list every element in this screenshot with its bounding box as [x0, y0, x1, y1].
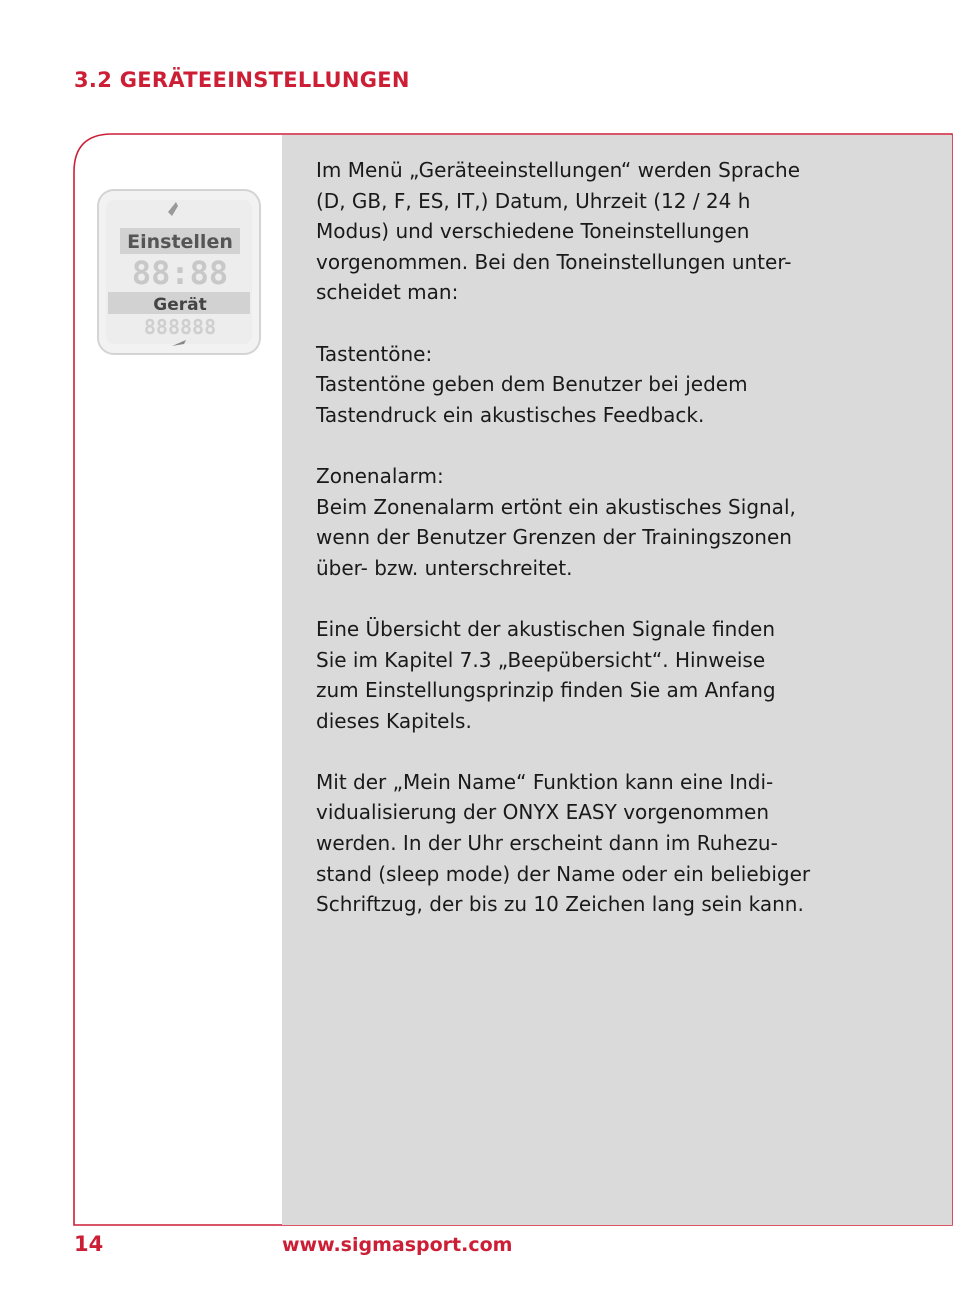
footer-url-link[interactable]: www.sigmasport.com [282, 1234, 513, 1256]
zone-alarm-line: über- bzw. unterschreitet. [316, 555, 573, 580]
watch-display-illustration [96, 188, 262, 356]
section-title: 3.2 GERÄTEEINSTELLUNGEN [74, 68, 410, 92]
intro-line: scheidet man: [316, 280, 459, 305]
overview-line: zum Einstellungsprinzip finden Sie am Anfang [316, 678, 776, 703]
my-name-line: stand (sleep mode) der Name oder ein beliebiger [316, 861, 811, 886]
zone-alarm-heading: Zonenalarm: [316, 463, 444, 488]
intro-paragraph [316, 155, 856, 308]
my-name-line: Schriftzug, der bis zu 10 Zeichen lang sein kann. [316, 892, 804, 917]
zone-alarm-paragraph [316, 461, 856, 583]
watch-top-label: Einstellen [127, 231, 233, 253]
overview-line: dieses Kapitels. [316, 708, 472, 733]
my-name-line: Mit der „Mein Name“ Funktion kann eine Indi- [316, 769, 774, 794]
body-text [316, 155, 856, 950]
overview-line: Eine Übersicht der akustischen Signale finden [316, 616, 776, 641]
page-number: 14 [74, 1232, 104, 1256]
key-tones-line: Tastentöne geben dem Benutzer bei jedem [316, 372, 748, 397]
intro-line: Im Menü „Geräteeinstellungen“ werden Sprache [316, 158, 801, 182]
zone-alarm-line: Beim Zonenalarm ertönt ein akustisches Signal, [316, 494, 796, 519]
intro-line: vorgenommen. Bei den Toneinstellungen unter- [316, 249, 792, 274]
overview-paragraph [316, 614, 856, 736]
intro-line: Modus) und verschiedene Toneinstellungen [316, 219, 750, 244]
my-name-line: werden. In der Uhr erscheint dann im Ruhezu- [316, 831, 778, 856]
my-name-paragraph [316, 767, 856, 920]
watch-digits: 88:88 [131, 254, 229, 292]
overview-line: Sie im Kapitel 7.3 „Beepübersicht“. Hinweise [316, 647, 766, 672]
watch-small-digits: 888888 [143, 315, 217, 339]
zone-alarm-line: wenn der Benutzer Grenzen der Trainingszonen [316, 525, 792, 550]
my-name-line: vidualisierung der ONYX EASY vorgenommen [316, 800, 769, 825]
key-tones-paragraph [316, 339, 856, 431]
intro-line: (D, GB, F, ES, IT,) Datum, Uhrzeit (12 / 24 h [316, 188, 751, 213]
watch-bottom-label: Gerät [153, 295, 207, 315]
key-tones-line: Tastendruck ein akustisches Feedback. [316, 402, 705, 427]
key-tones-heading: Tastentöne: [316, 341, 433, 366]
